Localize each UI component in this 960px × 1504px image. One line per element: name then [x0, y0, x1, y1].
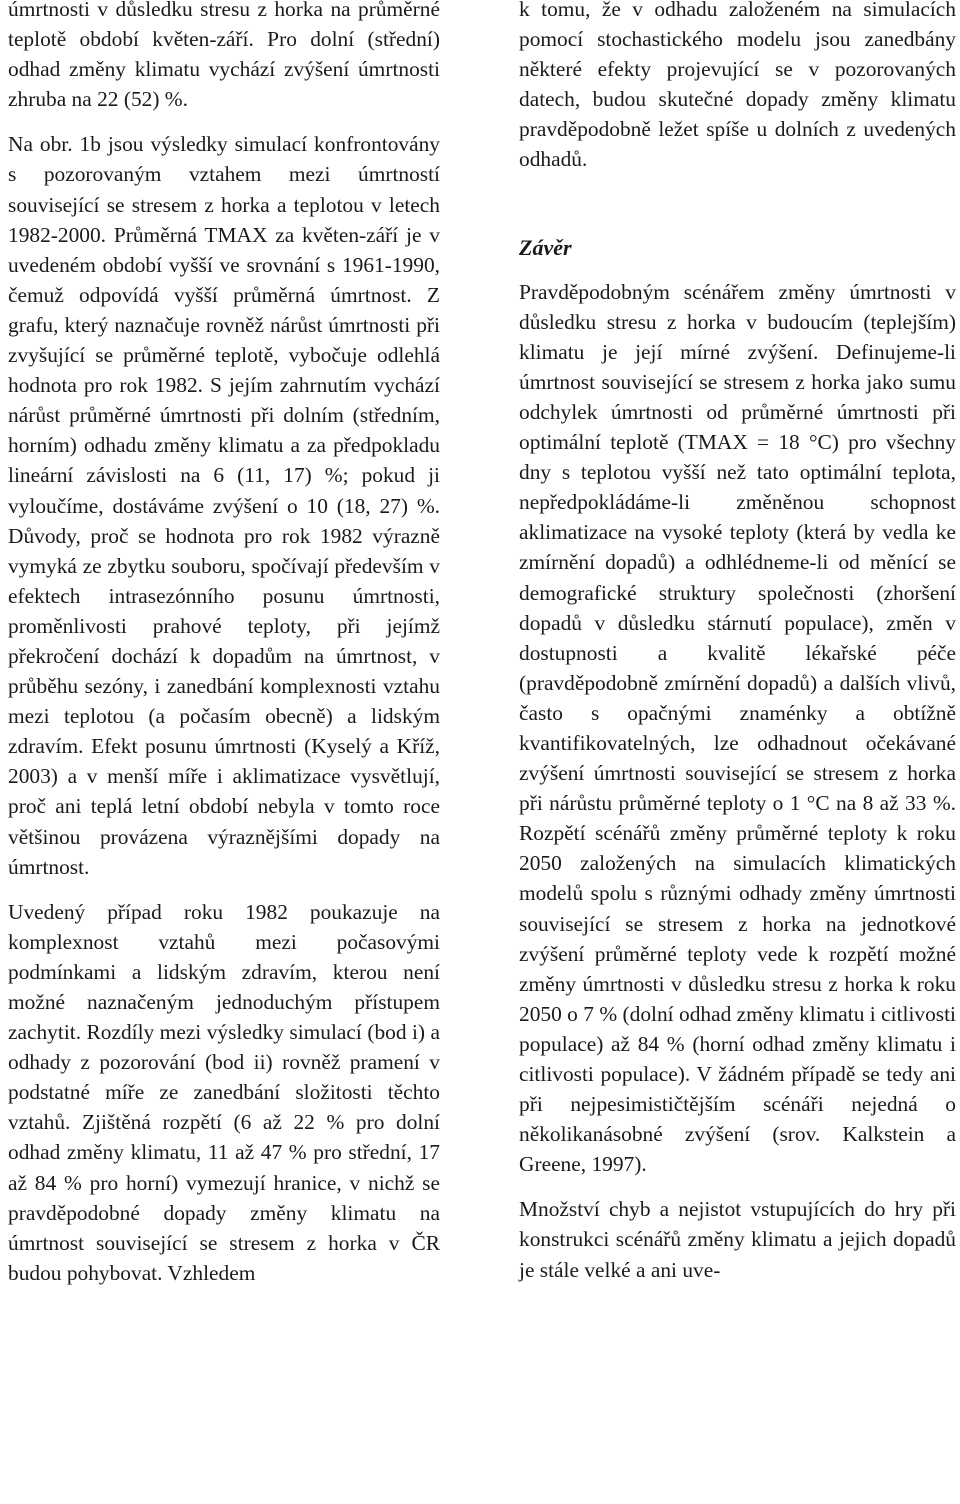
body-paragraph: úmrtnosti v důsledku stresu z horka na průměrné teplotě období květen-září. Pro dolní (střední) odhad změny klimatu vychází zvýšení úmrtnosti zhruba na 22 (52) %. — [8, 0, 440, 112]
section-heading-conclusion: Závěr — [519, 234, 572, 260]
left-column — [8, 0, 440, 1288]
body-paragraph: k tomu, že v odhadu založeném na simulacích pomocí stochastického modelu jsou zanedbány některé efekty projevující se v pozorovaných datech, budou skutečné dopady změny klimatu pravděpodobně ležet spíše u dolních z uvedených odhadů. — [519, 0, 956, 172]
body-paragraph: Na obr. 1b jsou výsledky simulací konfrontovány s pozorovaným vztahem mezi úmrtností související se stresem z horka a teplotou v letech 1982-2000. Průměrná TMAX za květen-září je v uvedeném období vyšší ve srovnání s 1961-1990, čemuž odpovídá vyšší průměrná úmrtnost. Z grafu, který naznačuje rovněž nárůst úmrtnosti při zvyšující se průměrné teplotě, vybočuje odlehlá hodnota pro rok 1982. S jejím zahrnutím vychází nárůst průměrné úmrtnosti při dolním (středním, horním) odhadu změny klimatu a za předpokladu lineární závislosti na 6 (11, 17) %; pokud ji vyloučíme, dostáváme zvýšení o 10 (18, 27) %. Důvody, proč se hodnota pro rok 1982 výrazně vymyká ze zbytku souboru, spočívají především v efektech intrasezónního posunu úmrtnosti, proměnlivosti prahové teploty, při jejímž překročení dochází k dopadům na úmrtnost, v průběhu sezóny, i zanedbání komplexnosti vztahu mezi teplotou (a počasím obecně) a lidským zdravím. Efekt posunu úmrtnosti (Kyselý a Kříž, 2003) a v menší míře i aklimatizace vysvětlují, proč ani teplá letní období nebyla v tomto roce většinou provázena výraznějšími dopady na úmrtnost. — [8, 132, 440, 879]
body-paragraph: Uvedený případ roku 1982 poukazuje na komplexnost vztahů mezi počasovými podmínkami a lidským zdravím, kterou není možné naznačeným jednoduchým přístupem zachytit. Rozdíly mezi výsledky simulací (bod i) a odhady z pozorování (bod ii) rovněž pramení v podstatné míře ze zanedbání složitosti těchto vztahů. Zjištěná rozpětí (6 až 22 % pro dolní odhad změny klimatu, 11 až 47 % pro střední, 17 až 84 % pro horní) vymezují hranice, v nichž se pravděpodobné dopady změny klimatu na úmrtnost související se stresem z horka v ČR budou pohybovat. Vzhledem — [8, 899, 440, 1285]
body-paragraph: Množství chyb a nejistot vstupujících do hry při konstrukci scénářů změny klimatu a jejich dopadů je stále velké a ani uve- — [519, 1197, 956, 1282]
conclusion-paragraph: Pravděpodobným scénářem změny úmrtnosti v důsledku stresu z horka v budoucím (teplejším) klimatu je její mírné zvýšení. Definujeme-li úmrtnost související se stresem z horka jako sumu odchylek úmrtnosti od průměrné úmrtnosti při optimální teplotě (TMAX = 18 °C) pro všechny dny s teplotou vyšší než tato optimální teplota, nepředpokládáme-li změněnou schopnost aklimatizace na vysoké teploty (která by vedla ke zmírnění dopadů) a odhlédneme-li od měnící se demografické struktury společnosti (zhoršení dopadů v důsledku stárnutí populace), změn v dostupnosti a kvalitě lékařské péče (pravděpodobně zmírnění dopadů) a dalších vlivů, často s opačnými znaménky a obtížně kvantifikovatelných, lze odhadnout očekávané zvýšení úmrtnosti související se stresem z horka při nárůstu průměrné teploty o 1 °C na 8 až 33 %. Rozpětí scénářů změny průměrné teploty k roku 2050 založených na simulacích klimatických modelů spolu s různými odhady změny úmrtnosti související se stresem z horka na jednotkové zvýšení průměrné teploty vede k rozpětí možné změny úmrtnosti v důsledku stresu z horka k roku 2050 o 7 % (dolní odhad změny klimatu i citlivosti populace) až 84 % (horní odhad změny klimatu i citlivosti populace). V žádném případě se tedy ani při nejpesimističtějším scénáři nejedná o několikanásobné zvýšení (srov. Kalkstein a Greene, 1997). — [519, 279, 956, 1177]
right-column — [519, 0, 956, 1285]
